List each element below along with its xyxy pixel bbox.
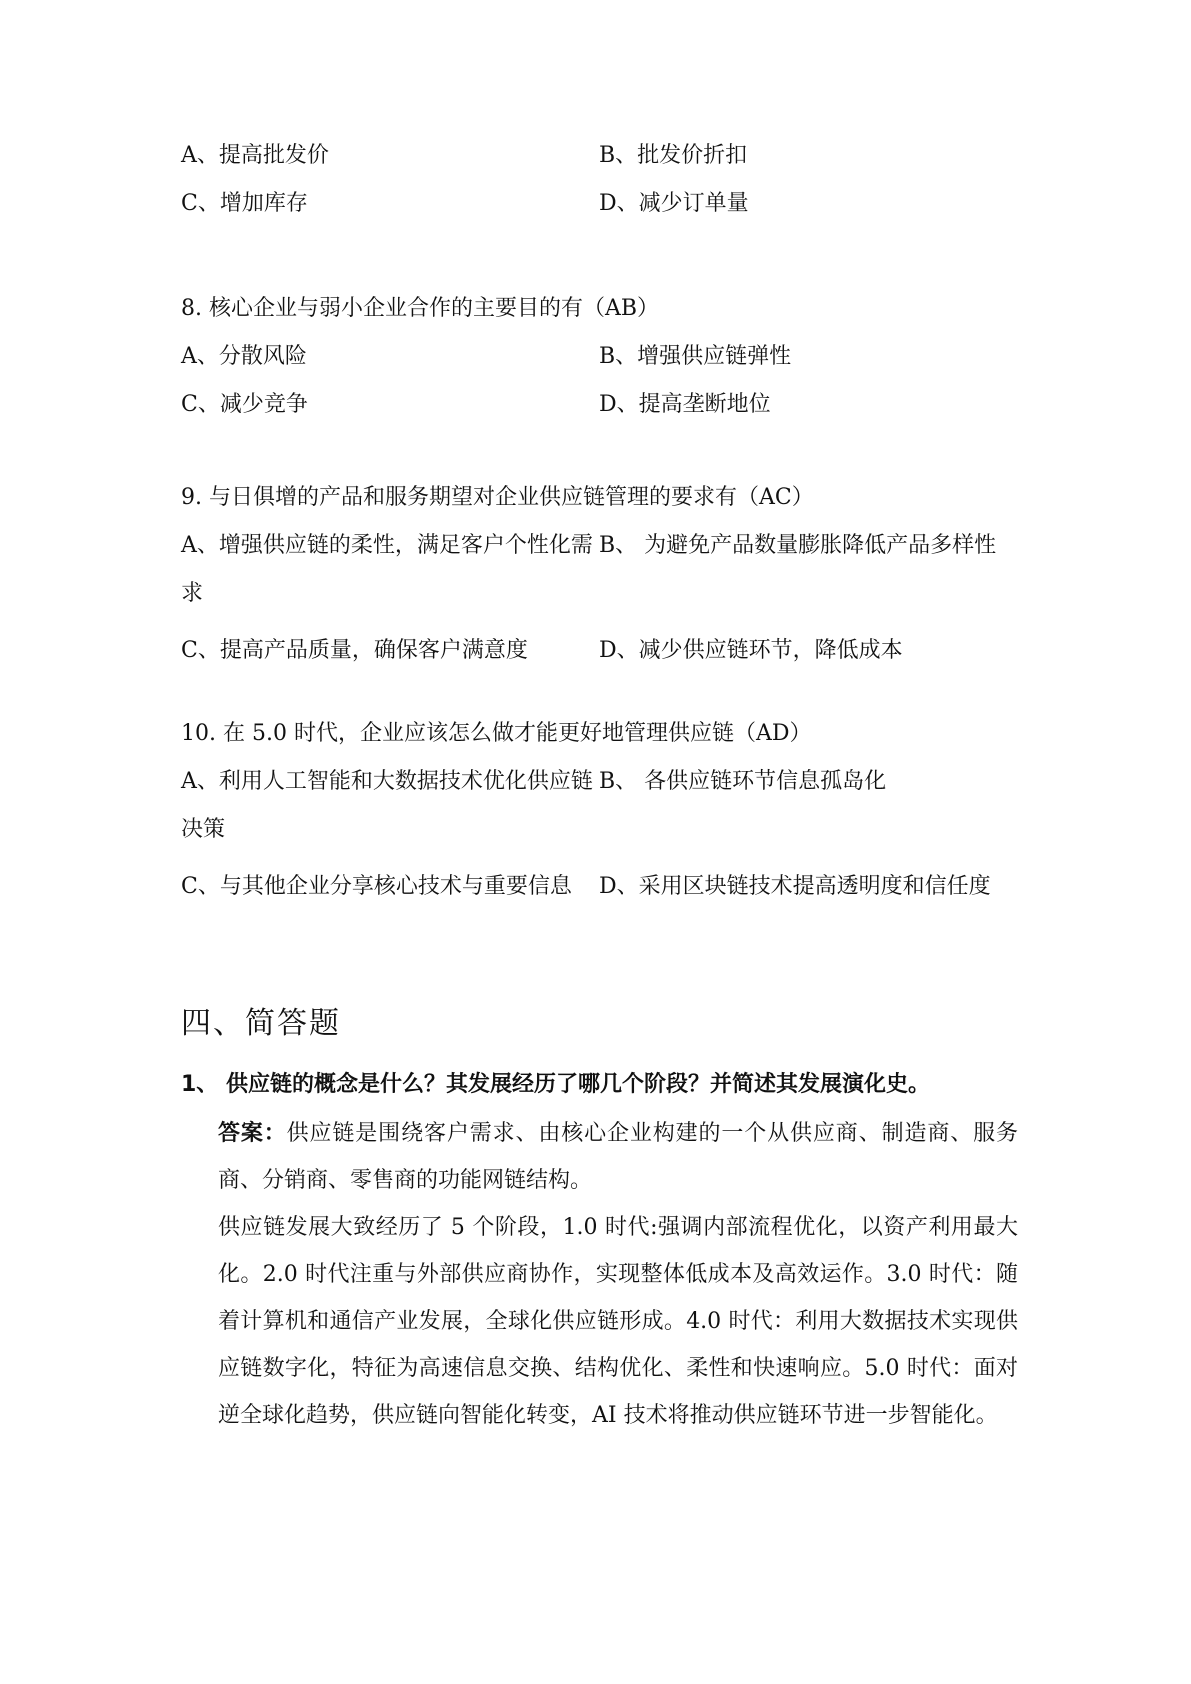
qa1-answer-paragraph-2: 供应链发展大致经历了 5 个阶段，1.0 时代:强调内部流程优化，以资产利用最大化。2.0 时代注重与外部供应商协作，实现整体低成本及高效运作。3.0 时代：随着计算机和通信产业发展，全球化供应链形成。4.0 时代：利用大数据技术实现供应链数字化，特征为高速信息交换、结构优化、柔性和快速响应。5.0 时代：面对逆全球化趋势，供应链向智能化转变，AI 技术将推动供应链环节进一步智能化。	[218, 1215, 1018, 1428]
q9-options	[181, 531, 1021, 666]
q7-option-b: B、批发价折扣	[599, 143, 748, 168]
q9-question: 9. 与日俱增的产品和服务期望对企业供应链管理的要求有（AC）	[181, 485, 814, 510]
qa1-question: 1、 供应链的概念是什么？其发展经历了哪几个阶段？并简述其发展演化史。	[181, 1072, 930, 1097]
q10-options	[181, 767, 1021, 911]
section-title: 四、简答题	[181, 1006, 341, 1041]
q7-option-c: C、增加库存	[181, 191, 308, 216]
q8-option-b: B、增强供应链弹性	[599, 344, 792, 369]
q7-option-a: A、提高批发价	[181, 143, 329, 168]
q9-option-c: C、提高产品质量，确保客户满意度	[181, 638, 528, 663]
qa1-answer-label: 答案：	[218, 1121, 287, 1146]
q10-option-a: A、利用人工智能和大数据技术优化供应链决策	[181, 769, 593, 842]
q10-option-b: B、 各供应链环节信息孤岛化	[599, 769, 887, 794]
q7-option-d: D、减少订单量	[599, 191, 749, 216]
q10-option-d: D、采用区块链技术提高透明度和信任度	[599, 874, 991, 899]
q9-option-a: A、增强供应链的柔性，满足客户个性化需求	[181, 533, 593, 606]
q9-option-b: B、 为避免产品数量膨胀降低产品多样性	[599, 533, 997, 558]
q10-option-c: C、与其他企业分享核心技术与重要信息	[181, 874, 572, 899]
q8-question: 8. 核心企业与弱小企业合作的主要目的有（AB）	[181, 296, 660, 321]
qa1-answer	[218, 1110, 1018, 1439]
q9-option-d: D、减少供应链环节，降低成本	[599, 638, 903, 663]
q8-options	[181, 342, 1021, 420]
q8-option-c: C、减少竞争	[181, 392, 308, 417]
q7-options	[181, 141, 1021, 219]
q8-option-d: D、提高垄断地位	[599, 392, 771, 417]
qa1-answer-text-1: 供应链是围绕客户需求、由核心企业构建的一个从供应商、制造商、服务商、分销商、零售商的功能网链结构。	[218, 1121, 1018, 1193]
qa1-answer-paragraph-1	[218, 1110, 1018, 1204]
q8-option-a: A、分散风险	[181, 344, 307, 369]
q10-question: 10. 在 5.0 时代，企业应该怎么做才能更好地管理供应链（AD）	[181, 721, 812, 746]
